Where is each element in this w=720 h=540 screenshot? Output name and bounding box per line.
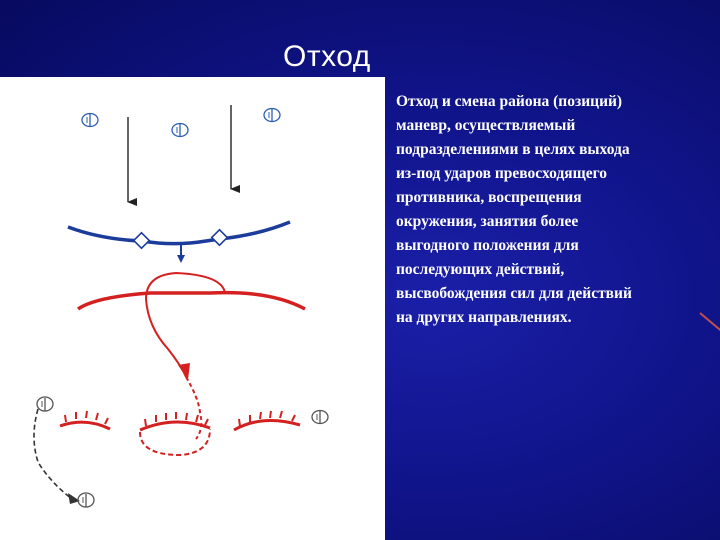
own-initial-position-line [78, 293, 305, 309]
slide-title: Отход [283, 40, 371, 73]
withdrawal-route-solid [146, 273, 225, 377]
unit-marker-start-icon [37, 397, 53, 411]
withdrawal-route-dashed [186, 377, 201, 439]
withdrawal-scheme [0, 77, 385, 540]
enemy-unit-marker-3-icon [264, 109, 280, 123]
enemy-front-line [68, 222, 290, 244]
arrow-icon [178, 363, 190, 380]
new-position-right [234, 411, 300, 430]
definition-text: Отход и смена района (позиций) маневр, осуществляемый подразделениями в целях выхода из-под ударов превосходящего противника, воспрещения окружения, занятия более выгодного положения для последующих действий, высвобождения сил для действий на других направлениях. [396, 93, 632, 326]
enemy-unit-marker-2-icon [172, 124, 188, 138]
unit-marker-right-icon [312, 411, 328, 425]
diamond-icon [134, 233, 150, 249]
tactical-diagram [0, 77, 385, 540]
reserve-route-dashed [34, 409, 72, 499]
diamond-icon [212, 230, 228, 246]
enemy-unit-marker-1-icon [82, 114, 98, 128]
unit-marker-end-icon [78, 493, 94, 507]
arrow-icon [177, 255, 185, 263]
new-position-left [60, 411, 110, 429]
